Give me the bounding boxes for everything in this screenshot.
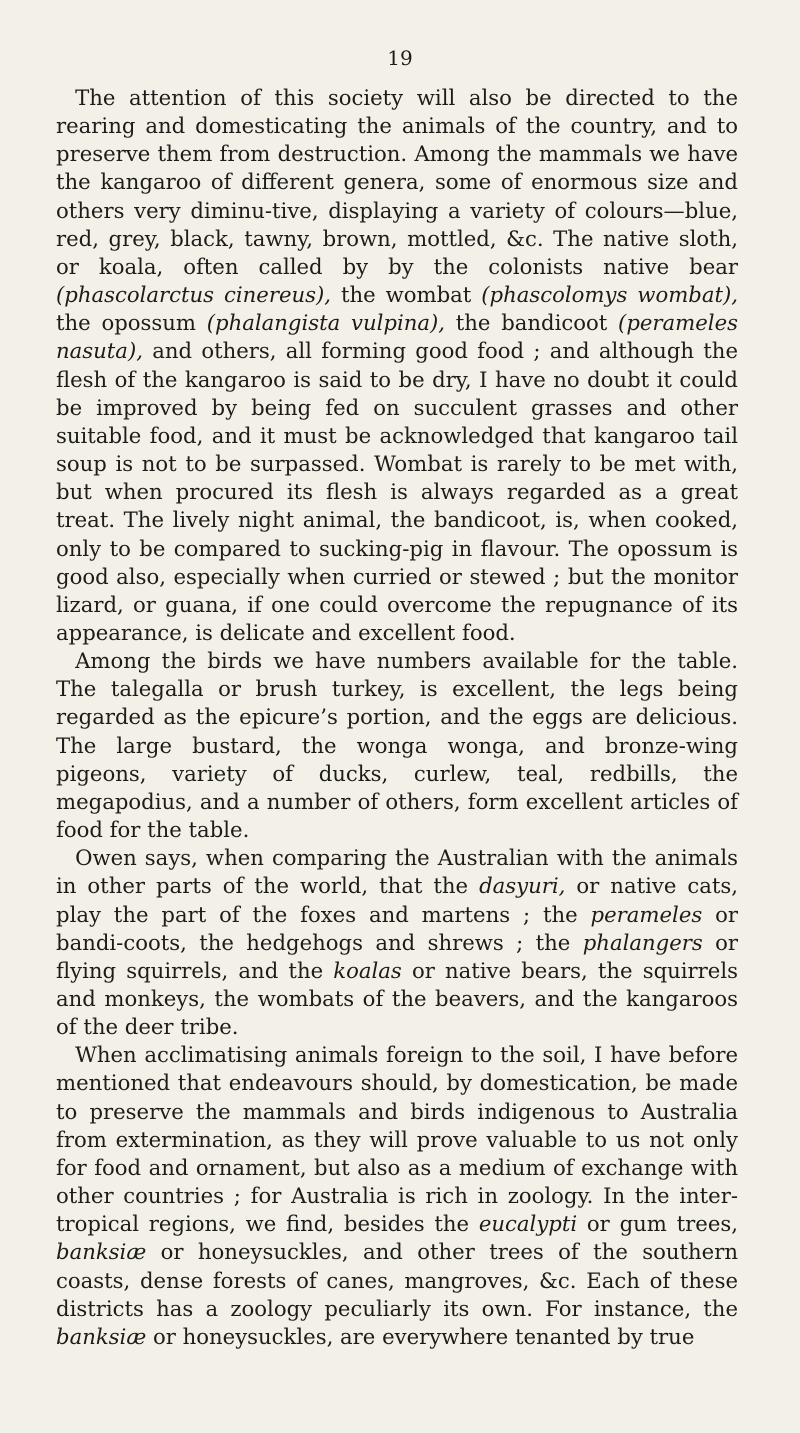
italic-term: koalas bbox=[333, 957, 402, 983]
text-run: or bandi-coots, the hedgehogs and shrews ; the bbox=[56, 901, 738, 955]
text-run: or flying squirrels, and the bbox=[56, 929, 738, 983]
text-run: or honeysuckles, and other trees of the southern coasts, dense forests of canes, mangroves, &c. Each of these districts has a zoology peculiarly its own. For instance, the bbox=[56, 1239, 738, 1321]
text-run: and others, all forming good food ; and although the flesh of the kangaroo is said to be dry, I have no doubt it could be improved by being fed on succulent grasses and other suitable food, and it must be acknowledged that kangaroo tail soup is not to be surpassed. Wombat is rarely to be met with, but when procured its flesh is always regarded as a great treat. The lively night animal, the bandicoot, is, when cooked, only to be compared to sucking-pig in flavour. The opossum is good also, especially when curried or stewed ; but the monitor lizard, or guana, if one could overcome the repugnance of its appearance, is delicate and excellent food. bbox=[56, 338, 738, 645]
paragraph bbox=[56, 844, 738, 1041]
text-run: or honeysuckles, are everywhere tenanted by true bbox=[146, 1323, 695, 1349]
text-run: or native cats, play the part of the foxes and martens ; the bbox=[56, 873, 738, 927]
italic-term: (phalangista vulpina), bbox=[206, 310, 446, 336]
italic-term: (perameles nasuta), bbox=[56, 310, 738, 364]
paragraph bbox=[56, 1041, 738, 1351]
text-run: Owen says, when comparing the Australian with the animals in other parts of the world, that the bbox=[56, 845, 738, 899]
paragraph bbox=[56, 84, 738, 647]
italic-term: banksiæ bbox=[56, 1323, 147, 1349]
italic-term: (phascolomys wombat), bbox=[481, 282, 738, 308]
italic-term: dasyuri, bbox=[479, 873, 566, 899]
text-run: The attention of this society will also be directed to the rearing and domesticating the animals of the country, and to preserve them from destruction. Among the mammals we have the kangaroo of different genera, some of enormous size and others very diminu-tive, displaying a variety of colours—blue, red, grey, black, tawny, brown, mottled, &c. The native sloth, or koala, often called by by the colonists native bear bbox=[56, 85, 738, 279]
text-run: the bandicoot bbox=[445, 310, 619, 336]
page-number: 19 bbox=[387, 46, 413, 70]
text-run: or native bears, the squirrels and monkeys, the wombats of the beavers, and the kangaroos of the deer tribe. bbox=[56, 957, 738, 1040]
body-text bbox=[56, 84, 738, 1351]
paragraph bbox=[56, 647, 738, 844]
italic-term: phalangers bbox=[582, 929, 703, 955]
text-run: the wombat bbox=[331, 282, 482, 308]
text-run: When acclimatising animals foreign to the soil, I have before mentioned that endeavours should, by domestication, be made to preserve the mammals and birds indigenous to Australia from extermination, as they will prove valuable to us not only for food and ornament, but also as a medium of exchange with other countries ; for Australia is rich in zoology. In the inter-tropical regions, we find, besides the bbox=[56, 1042, 738, 1237]
italic-term: (phascolarctus cinereus), bbox=[56, 282, 332, 308]
text-run: the opossum bbox=[56, 310, 207, 336]
text-run: Among the birds we have numbers available for the table. The talegalla or brush turkey, is excellent, the legs being regarded as the epicure’s portion, and the eggs are delicious. The large bustard, the wonga wonga, and bronze-wing pigeons, variety of ducks, curlew, teal, redbills, the megapodius, and a number of others, form excellent articles of food for the table. bbox=[56, 648, 738, 843]
text-run: or gum trees, bbox=[577, 1211, 738, 1237]
italic-term: eucalypti bbox=[478, 1211, 578, 1237]
italic-term: perameles bbox=[590, 901, 703, 927]
italic-term: banksiæ bbox=[56, 1239, 147, 1265]
